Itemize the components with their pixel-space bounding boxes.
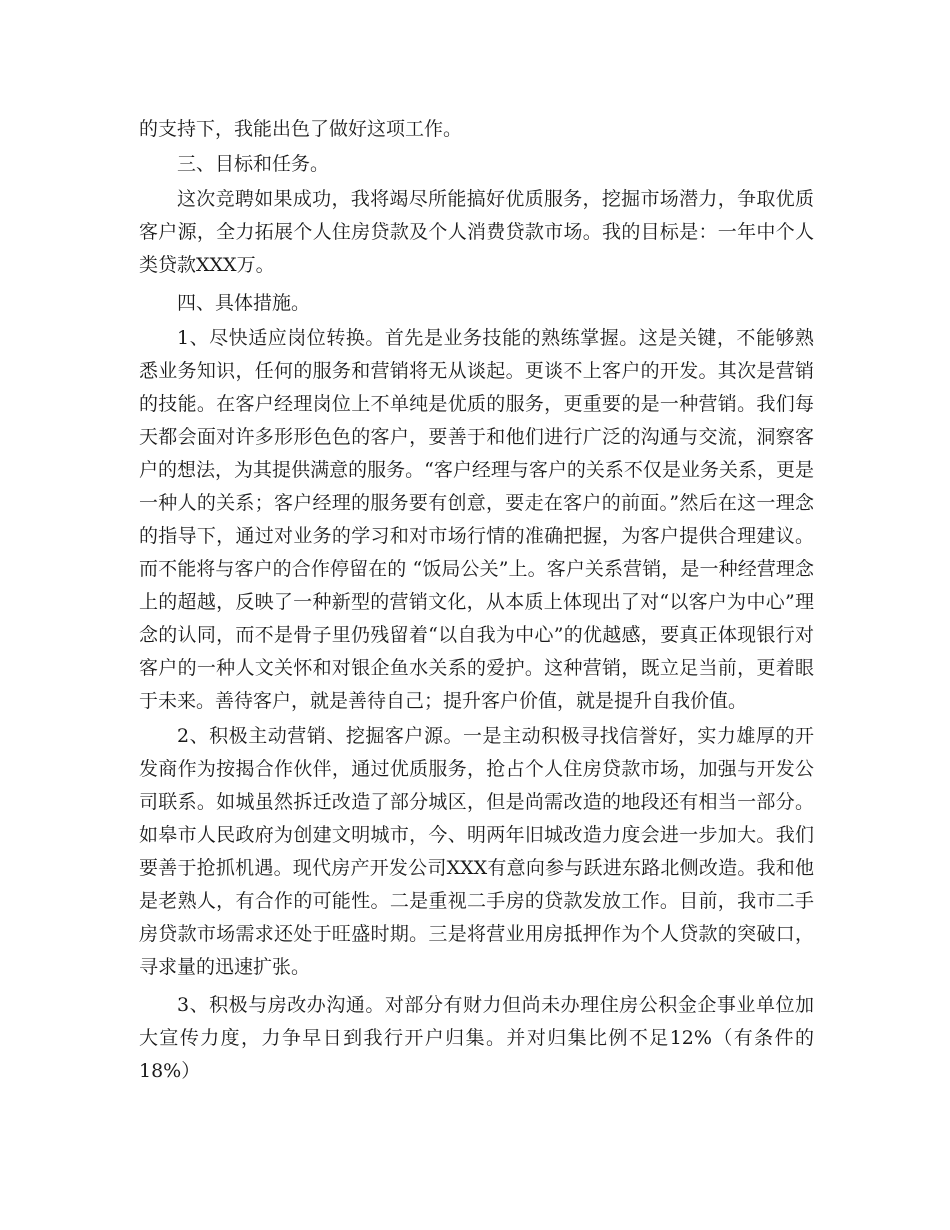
paragraph-goals: 这次竞聘如果成功，我将竭尽所能搞好优质服务，挖掘市场潜力，争取优质客户源，全力拓展个人住房贷款及个人消费贷款市场。我的目标是：一年中个人类贷款XXX万。 [139,188,814,276]
paragraph-measure-1: 1、尽快适应岗位转换。首先是业务技能的熟练掌握。这是关键，不能够熟悉业务知识，任何的服务和营销将无从谈起。更谈不上客户的开发。其次是营销的技能。在客户经理岗位上不单纯是优质的服务，更重要的是一种营销。我们每天都会面对许多形形色色的客户，要善于和他们进行广泛的沟通与交流，洞察客户的想法，为其提供满意的服务。“客户经理与客户的关系不仅是业务关系，更是一种人的关系；客户经理的服务要有创意，要走在客户的前面。”然后在这一理念的指导下，通过对业务的学习和对市场行情的准确把握，为客户提供合理建议。而不能将与客户的合作停留在的 “饭局公关”上。客户关系营销，是一种经营理念上的超越，反映了一种新型的营销文化，从本质上体现出了对“以客户为中心”理念的认同，而不是骨子里仍残留着“以自我为中心”的优越感，要真正体现银行对客户的一种人文关怀和对银企鱼水关系的爱护。这种营销，既立足当前，更着眼于未来。善待客户，就是善待自己；提升客户价值，就是提升自我价值。 [139,327,814,712]
paragraph-measure-3: 3、积极与房改办沟通。对部分有财力但尚未办理住房公积金企事业单位加大宣传力度，力争早日到我行开户归集。并对归集比例不足12%（有条件的18%） [139,994,814,1082]
paragraph-continuation: 的支持下，我能出色了做好这项工作。 [139,118,463,140]
section-heading-measures: 四、具体措施。 [177,292,311,314]
section-heading-goals: 三、目标和任务。 [177,153,330,175]
document-body [139,113,814,1088]
paragraph-measure-2: 2、积极主动营销、挖掘客户源。一是主动积极寻找信誉好，实力雄厚的开发商作为按揭合作伙伴，通过优质服务，抢占个人住房贷款市场，加强与开发公司联系。如城虽然拆迁改造了部分城区，但是尚需改造的地段还有相当一部分。如皋市人民政府为创建文明城市，今、明两年旧城改造力度会进一步加大。我们要善于抢抓机遇。现代房产开发公司XXX有意向参与跃进东路北侧改造。我和他是老熟人，有合作的可能性。二是重视二手房的贷款发放工作。目前，我市二手房贷款市场需求还处于旺盛时期。三是将营业用房抵押作为个人贷款的突破口，寻求量的迅速扩张。 [139,725,814,978]
